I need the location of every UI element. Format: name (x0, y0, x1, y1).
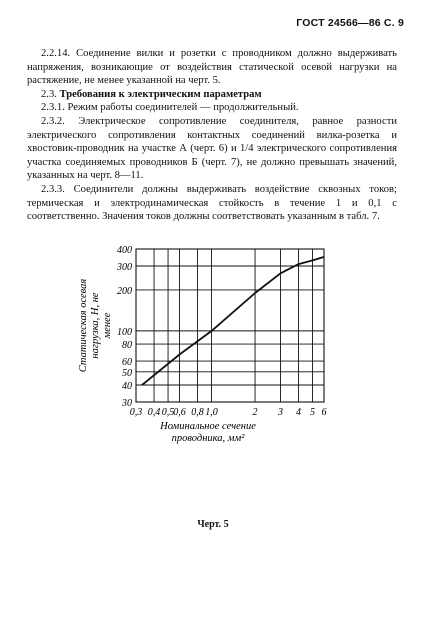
section-number: 2.3. (41, 88, 57, 100)
x-tick-label: 6 (321, 407, 327, 418)
x-tick-label: 0,8 (191, 407, 204, 418)
x-tick-label: 4 (296, 407, 302, 418)
load-chart (0, 240, 426, 470)
y-tick-label: 100 (117, 326, 132, 338)
section-heading (27, 88, 397, 102)
y-tick-label: 400 (117, 245, 132, 256)
figure (0, 240, 426, 470)
y-axis-label: менее (102, 312, 113, 339)
page-header: ГОСТ 24566—86 С. 9 (296, 17, 404, 29)
x-tick-label: 0,5 (161, 407, 175, 418)
y-tick-label: 200 (117, 285, 132, 297)
y-tick-label: 50 (122, 367, 132, 379)
document-body (27, 47, 397, 224)
x-tick-label: 0,4 (147, 407, 161, 418)
y-tick-label: 30 (122, 398, 132, 409)
series-line (142, 257, 324, 385)
x-axis-label: проводника, мм² (171, 433, 245, 444)
x-tick-label: 0,6 (173, 407, 186, 418)
paragraph-2-3-2: 2.3.2. Электрическое сопротивление соединителя, равное разности электрического сопротивления контактных соединений вилка-розетка и хвостовик-проводник на участке А (черт. 6) и 1/4 электрического сопротивления участка соединяемых проводников Б (черт. 7), не должно превышать значений, указанных на черт. 8—11. (27, 115, 397, 182)
paragraph-2-3-3: 2.3.3. Соединители должны выдерживать воздействие сквозных токов; термическая и электродинамическая стойкость в течение 1 и 0,1 с соответственно. Значения токов должны соответствовать указанным в табл. 7. (27, 183, 397, 223)
x-tick-label: 1,0 (205, 407, 218, 418)
y-tick-label: 60 (122, 357, 132, 369)
y-axis-label: Статическая осевая (78, 278, 89, 373)
plot-frame (136, 249, 324, 402)
y-tick-label: 80 (122, 340, 132, 352)
paragraph-2-2-14: 2.2.14. Соединение вилки и розетки с проводником должно выдерживать напряжения, возникающие от воздействия статической осевой нагрузки на растяжение, не менее указанной на черт. 5. (27, 48, 397, 87)
figure-caption: Черт. 5 (197, 519, 229, 530)
x-tick-label: 2 (252, 407, 258, 418)
x-tick-label: 0,3 (129, 407, 143, 418)
paragraph-2-3-1: 2.3.1. Режим работы соединителей — продолжительный. (41, 102, 299, 114)
x-tick-label: 3 (278, 407, 284, 418)
y-axis-label: нагрузка, Н, не (90, 292, 101, 359)
y-tick-label: 40 (122, 381, 132, 393)
x-axis-label: Номинальное сечение (160, 421, 256, 432)
section-title: Требования к электрическим параметрам (59, 88, 262, 100)
x-tick-label: 5 (310, 407, 316, 418)
y-tick-label: 300 (117, 261, 132, 273)
